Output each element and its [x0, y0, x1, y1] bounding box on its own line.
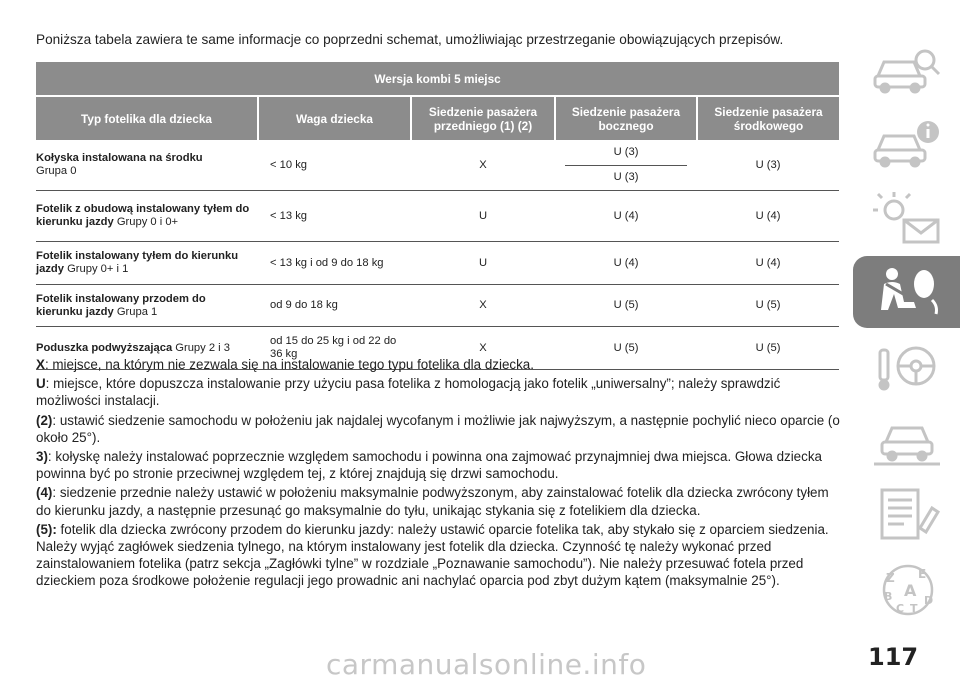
- center-seat-cell: U (4): [697, 242, 839, 285]
- warning-lights-icon: [870, 190, 944, 246]
- seat-airbag-icon: [870, 264, 944, 320]
- tab-maintenance[interactable]: [853, 478, 960, 550]
- seat-type-cell: [36, 140, 258, 191]
- note-text: : siedzenie przednie należy ustawić w położeniu maksymalnie podwyższonym, aby zainstalować fotelik dla dziecka zwrócony tyłem do kierunku jazdy, a następnie przesunąć go maksymalnie do tyłu, unikając stykania się z fotelikiem dla dziecka.: [36, 485, 829, 518]
- svg-text:A: A: [903, 581, 916, 600]
- center-seat-cell: U (5): [697, 327, 839, 370]
- tab-car-emergency[interactable]: [853, 404, 960, 476]
- front-seat-cell: U: [411, 191, 555, 242]
- column-header: Siedzenie pasażera środkowego: [697, 96, 839, 140]
- note-item: [36, 412, 840, 446]
- seat-group: Grupa 0: [36, 165, 77, 177]
- weight-cell: < 10 kg: [258, 140, 411, 191]
- note-key: (4): [36, 485, 53, 501]
- front-seat-cell: X: [411, 285, 555, 327]
- tab-car-info[interactable]: [853, 108, 960, 180]
- seat-group: Grupy 0 i 0+: [116, 216, 179, 228]
- car-info-icon: [870, 116, 944, 172]
- column-header: Typ fotelika dla dziecka: [36, 96, 258, 140]
- car-search-icon: [870, 42, 944, 98]
- svg-text:B: B: [883, 590, 892, 603]
- child-seat-table: [36, 62, 839, 370]
- seat-type-name: Poduszka podwyższająca: [36, 341, 173, 354]
- seat-type-name: Fotelik instalowany tyłem do kierunku jazdy: [36, 250, 239, 275]
- seat-type-cell: [36, 242, 258, 285]
- svg-text:Z: Z: [885, 571, 895, 585]
- alphabet-index-icon: [870, 560, 944, 616]
- seat-type-name: Kołyska instalowana na środku: [36, 152, 203, 164]
- watermark: carmanualsonline.info: [326, 648, 647, 681]
- note-text: : miejsce, na którym nie zezwala się na instalowanie tego typu fotelika dla dziecka.: [44, 357, 534, 372]
- front-seat-cell: U: [411, 242, 555, 285]
- note-key: 3): [36, 449, 48, 465]
- tab-alphabet-index[interactable]: [853, 552, 960, 624]
- note-text: fotelik dla dziecka zwrócony przodem do kierunku jazdy: należy ustawić oparcie fotelika tak, aby stykało się z oparciem siedzenia. Należy wyjąć zagłówek siedzenia tylnego, na którym instalowany jest fotelik dla dziecka. Czynność tę należy wykonać przed zainstalowaniem fotelika (patrz sekcja „Zagłówki tylne” w rozdziale „Poznawanie samochodu”). Nie należy przesuwać fotela przed dzieckiem poza środkowe położenie regulacji jego prowadnic ani nachylać oparcia pod zbyt dużym kątem (maksymalnie 25°).: [36, 521, 829, 589]
- seat-group: Grupy 0+ i 1: [67, 263, 129, 275]
- note-key: (2): [36, 412, 53, 428]
- page-number: 117: [868, 643, 919, 671]
- center-seat-cell: U (4): [697, 191, 839, 242]
- note-text: : kołyskę należy instalować poprzecznie względem samochodu i powinna ona zajmować przynajmniej dwa miejsca. Głowa dziecka powinna być po stronie przeciwnej względem tej, z której znajdują się drzwi samochodu.: [36, 449, 822, 482]
- center-seat-cell: U (5): [697, 285, 839, 327]
- intro-text: Poniższa tabela zawiera te same informacje co poprzedni schemat, umożliwiając przestrzeganie obowiązujących przepisów.: [36, 32, 784, 47]
- svg-text:T: T: [909, 602, 918, 615]
- note-item: [36, 356, 840, 373]
- weight-cell: od 9 do 18 kg: [258, 285, 411, 327]
- center-seat-cell: U (3): [697, 140, 839, 191]
- tab-steering-key[interactable]: [853, 330, 960, 402]
- weight-cell: < 13 kg: [258, 191, 411, 242]
- weight-cell: < 13 kg i od 9 do 18 kg: [258, 242, 411, 285]
- table-row: [36, 242, 839, 285]
- legend-notes: [36, 356, 840, 592]
- table-row: [36, 191, 839, 242]
- note-key: X: [36, 357, 45, 372]
- svg-text:E: E: [917, 567, 926, 581]
- seat-type-name: Fotelik instalowany przodem do kierunku jazdy: [36, 292, 206, 318]
- note-item: [36, 375, 840, 409]
- table-title: Wersja kombi 5 miejsc: [36, 62, 839, 96]
- note-item: [36, 521, 840, 590]
- seat-type-cell: [36, 285, 258, 327]
- front-seat-cell: X: [411, 140, 555, 191]
- seat-group: Grupy 2 i 3: [175, 341, 231, 354]
- side-seat-cell: U (4): [555, 191, 697, 242]
- chapter-sidebar: [853, 34, 960, 614]
- side-seat-value-top: U (3): [565, 140, 687, 166]
- side-seat-cell: [555, 140, 697, 191]
- side-seat-value-bottom: U (3): [613, 171, 639, 184]
- seat-group: Grupa 1: [116, 305, 158, 318]
- table-row: [36, 285, 839, 327]
- front-seat-cell: X: [411, 327, 555, 370]
- side-seat-cell: U (4): [555, 242, 697, 285]
- weight-cell: od 15 do 25 kg i od 22 do 36 kg: [258, 327, 411, 370]
- note-text: : ustawić siedzenie samochodu w położeniu jak najdalej wycofanym i możliwie jak najwyższym, a następnie pochylić nieco oparcie (o około 25°).: [36, 412, 840, 445]
- note-item: [36, 484, 840, 518]
- steering-wheel-key-icon: [870, 338, 944, 394]
- side-seat-cell: U (5): [555, 285, 697, 327]
- tab-seat-airbag[interactable]: [853, 256, 960, 328]
- note-key: (5):: [36, 521, 57, 537]
- note-key: U: [36, 376, 46, 392]
- column-header: Siedzenie pasażera przedniego (1) (2): [411, 96, 555, 140]
- column-header: Siedzenie pasażera bocznego: [555, 96, 697, 140]
- tab-warning-lights[interactable]: [853, 182, 960, 254]
- side-seat-cell: U (5): [555, 327, 697, 370]
- table-row: [36, 140, 839, 191]
- car-emergency-icon: [870, 412, 944, 468]
- svg-text:D: D: [923, 594, 933, 607]
- column-header: Waga dziecka: [258, 96, 411, 140]
- tab-car-search[interactable]: [853, 34, 960, 106]
- note-text: : miejsce, które dopuszcza instalowanie przy użyciu pasa fotelika z homologacją jako fotelik „uniwersalny”; należy sprawdzić możliwości instalacji.: [36, 376, 781, 409]
- svg-text:C: C: [895, 602, 904, 615]
- maintenance-list-icon: [870, 486, 944, 542]
- note-item: [36, 448, 840, 482]
- seat-type-name: Fotelik z obudową instalowany tyłem do kierunku jazdy: [36, 203, 250, 228]
- seat-type-cell: [36, 191, 258, 242]
